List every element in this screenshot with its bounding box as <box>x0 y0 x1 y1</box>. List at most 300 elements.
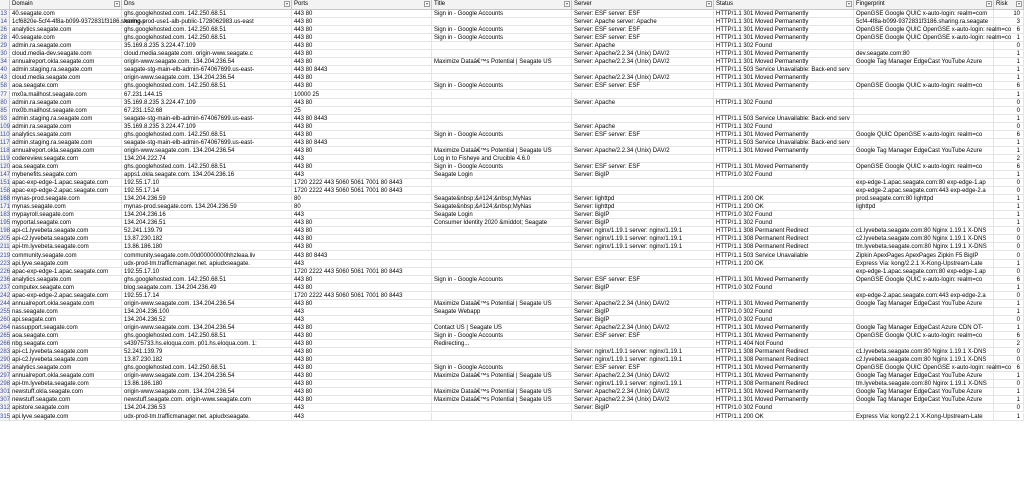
cell-status[interactable]: HTTP/1.1 301 Moved Permanently <box>714 18 854 26</box>
cell-fingerprint[interactable]: Google QUIC OpenGSE x-auto-login: realm=co <box>854 131 994 139</box>
cell-title[interactable]: Maximize Dataâ€™s Potential | Seagate US <box>432 58 572 66</box>
row-number[interactable]: 205 <box>0 236 11 243</box>
table-row[interactable] <box>0 74 1024 82</box>
cell-ports[interactable]: 443 80 <box>292 340 432 348</box>
cell-server[interactable]: Server: nginx/1.19.1 server: nginx/1.19.1 <box>572 227 714 235</box>
cell-status[interactable]: HTTP/1.1 301 Moved Permanently <box>714 388 854 396</box>
cell-dns[interactable]: ghs.googlehosted.com. 142.250.68.51 <box>122 34 292 42</box>
cell-server[interactable]: Server: ESF server: ESF <box>572 34 714 42</box>
row-number[interactable]: 110 <box>0 131 10 138</box>
cell-dns[interactable]: 192.55.17.10 <box>122 268 292 276</box>
cell-domain[interactable]: api.lyve.seagate.com <box>10 260 122 268</box>
column-header-domain[interactable] <box>10 0 122 9</box>
cell-status[interactable]: HTTP/1.1 503 Service Unavailable: Back-end serv <box>714 66 854 74</box>
cell-server[interactable] <box>572 155 714 163</box>
cell-domain[interactable]: newstuff.seagate.com <box>10 396 122 404</box>
cell-domain[interactable]: admin.staging.ra.seagate.com <box>10 115 122 123</box>
cell-domain[interactable]: apac-exp-edge-2.apac.seagate.com <box>10 187 122 195</box>
cell-risk[interactable]: 1 <box>994 171 1024 179</box>
cell-status[interactable]: HTTP/1.0 302 Found <box>714 171 854 179</box>
cell-fingerprint[interactable] <box>854 308 994 316</box>
cell-title[interactable]: Log in to Fisheye and Crucible 4.6.0 <box>432 155 572 163</box>
row-number[interactable]: 168 <box>0 196 11 203</box>
table-row[interactable] <box>0 99 1024 107</box>
cell-risk[interactable]: 0 <box>994 380 1024 388</box>
cell-dns[interactable]: origin-www.seagate.com. 134.204.236.54 <box>122 147 292 155</box>
cell-server[interactable] <box>572 179 714 187</box>
cell-fingerprint[interactable] <box>854 340 994 348</box>
cell-status[interactable]: HTTP/1.1 308 Permanent Redirect <box>714 348 854 356</box>
cell-fingerprint[interactable]: Google Tag Manager EdgeCast YouTube Azure <box>854 147 994 155</box>
cell-dns[interactable]: ghs.googlehosted.com. 142.250.68.51 <box>122 332 292 340</box>
cell-risk[interactable]: 1 <box>994 66 1024 74</box>
cell-ports[interactable]: 443 80 <box>292 364 432 372</box>
row-number[interactable]: 77 <box>0 91 10 99</box>
cell-status[interactable]: HTTP/1.0 302 Found <box>714 284 854 292</box>
cell-dns[interactable]: xmmg-prod-use1-alb-public-1728062983.us-east <box>122 18 292 26</box>
table-row[interactable] <box>0 107 1024 115</box>
cell-title[interactable]: Sign in - Google Accounts <box>432 364 572 372</box>
cell-server[interactable]: Server: nginx/1.19.1 server: nginx/1.19.1 <box>572 235 714 243</box>
cell-domain[interactable]: annualreport.okla.seagate.com <box>10 300 122 308</box>
cell-status[interactable]: HTTP/1.0 302 Found <box>714 404 854 412</box>
cell-dns[interactable]: newstuff.seagate.com. origin-www.seagate.com <box>122 396 292 404</box>
cell-fingerprint[interactable]: OpenGSE Google QUIC OpenGSE x-auto-login: realm=co <box>856 35 1012 42</box>
row-number[interactable]: 242 <box>0 292 11 299</box>
cell-risk[interactable]: 6 <box>994 131 1024 139</box>
row-number[interactable]: 315 <box>0 413 11 420</box>
cell-risk[interactable]: 2 <box>994 155 1024 163</box>
row-number[interactable]: 117 <box>0 139 10 146</box>
cell-dns[interactable]: ghs.googlehosted.com. 142.250.68.51 <box>122 26 292 34</box>
cell-title[interactable] <box>432 179 572 187</box>
cell-server[interactable]: Server: nginx/1.19.1 server: nginx/1.19.1 <box>572 243 714 251</box>
cell-title[interactable] <box>432 348 572 356</box>
row-number[interactable]: 93 <box>0 115 10 123</box>
cell-domain[interactable]: aoa.seagate.com <box>10 163 122 171</box>
cell-status[interactable]: HTTP/1.1 301 Moved Permanently <box>714 163 854 171</box>
cell-risk[interactable]: 10 <box>994 10 1024 18</box>
row-number[interactable]: 171 <box>0 204 11 211</box>
row-number[interactable]: 58 <box>0 82 10 90</box>
row-number[interactable]: 13 <box>0 10 10 18</box>
cell-ports[interactable]: 443 80 <box>292 10 432 18</box>
cell-fingerprint[interactable]: OpenGSE Google QUIC OpenGSE x-auto-login: realm=co <box>856 365 1012 372</box>
row-number[interactable]: 109 <box>0 123 11 130</box>
cell-server[interactable]: Server: ESF server: ESF <box>572 26 714 34</box>
cell-server[interactable] <box>572 252 714 260</box>
cell-dns[interactable]: ghs.googlehosted.com. 142.250.68.51 <box>122 364 292 372</box>
cell-status[interactable]: HTTP/1.1 503 Service Unavailable: Back-end serv <box>714 115 854 123</box>
cell-domain[interactable]: api-c1.lyvebeta.seagate.com <box>10 227 122 235</box>
cell-ports[interactable]: 443 80 <box>292 284 432 292</box>
row-number[interactable]: 211 <box>0 244 10 251</box>
cell-ports[interactable]: 443 80 <box>292 26 432 34</box>
row-number[interactable]: 223 <box>0 260 11 267</box>
table-row[interactable] <box>0 364 1024 372</box>
cell-server[interactable] <box>572 139 714 147</box>
cell-title[interactable] <box>432 316 572 324</box>
table-row[interactable] <box>0 131 1024 139</box>
row-number[interactable]: 85 <box>0 107 10 115</box>
row-number[interactable]: 195 <box>0 220 11 227</box>
cell-server[interactable]: Server: ESF server: ESF <box>572 364 714 372</box>
cell-ports[interactable]: 443 80 <box>292 348 432 356</box>
cell-fingerprint[interactable]: OpenGSE Google QUIC x-auto-login: realm=co <box>854 332 994 340</box>
cell-server[interactable]: Server: Apache/2.2.34 (Unix) DAV/2 <box>572 147 714 155</box>
cell-title[interactable]: Seagate&nbsp;&#124;&nbsp;MyNas <box>432 203 572 211</box>
table-row[interactable] <box>0 300 1024 308</box>
cell-dns[interactable]: origin-www.seagate.com. 134.204.236.54 <box>122 58 292 66</box>
cell-dns[interactable]: 134.204.222.74 <box>122 155 292 163</box>
cell-ports[interactable]: 443 80 <box>292 219 432 227</box>
cell-risk[interactable]: 6 <box>994 26 1024 34</box>
cell-title[interactable]: Sign in - Google Accounts <box>432 34 572 42</box>
cell-domain[interactable]: nassupport.seagate.com <box>10 324 122 332</box>
row-number[interactable]: 260 <box>0 316 11 323</box>
cell-server[interactable]: Server: lighttpd <box>572 203 714 211</box>
table-row[interactable] <box>0 276 1024 284</box>
cell-domain[interactable]: 40.seagate.com <box>10 34 122 42</box>
cell-risk[interactable]: 1 <box>994 195 1024 203</box>
table-row[interactable] <box>0 324 1024 332</box>
cell-dns[interactable]: 67.231.152.68 <box>122 107 292 115</box>
cell-dns[interactable]: seagate-stg-main-elb-admin-674067699.us-east- <box>122 66 292 74</box>
cell-dns[interactable]: community.seagate.com.00d00000000hhzleaa.liv <box>122 252 292 260</box>
cell-fingerprint[interactable]: Google Tag Manager EdgeCast YouTube Azure <box>854 396 994 404</box>
cell-status[interactable]: HTTP/1.0 302 Found <box>714 211 854 219</box>
cell-risk[interactable]: 1 <box>994 115 1024 123</box>
cell-domain[interactable]: mybenefits.seagate.com <box>10 171 122 179</box>
column-header-dns[interactable] <box>122 0 292 9</box>
cell-risk[interactable]: 0 <box>994 356 1024 364</box>
table-row[interactable] <box>0 147 1024 155</box>
table-row[interactable] <box>0 340 1024 348</box>
cell-server[interactable]: Server: ESF server: ESF <box>572 276 714 284</box>
cell-title[interactable]: Maximize Dataâ€™s Potential | Seagate US <box>432 300 572 308</box>
row-number[interactable]: 119 <box>0 155 10 162</box>
cell-server[interactable]: Server: nginx/1.19.1 server: nginx/1.19.1 <box>572 348 714 356</box>
cell-dns[interactable]: origin-www.seagate.com. 134.204.236.54 <box>122 324 292 332</box>
cell-dns[interactable]: seagate-stg-main-elb-admin-674067699.us-east- <box>122 139 292 147</box>
cell-ports[interactable]: 443 80 <box>292 276 432 284</box>
cell-status[interactable]: HTTP/1.1 301 Moved Permanently <box>714 131 854 139</box>
cell-fingerprint[interactable]: OpenGSE Google QUIC x-auto-login: realm=co <box>854 163 994 171</box>
cell-risk[interactable]: 1 <box>994 388 1024 396</box>
row-number[interactable]: 28 <box>0 34 10 42</box>
cell-ports[interactable]: 443 80 <box>292 235 432 243</box>
cell-domain[interactable]: apac-exp-edge-1.apac.seagate.com <box>10 268 122 276</box>
cell-domain[interactable]: computex.seagate.com <box>10 284 122 292</box>
cell-dns[interactable]: 192.55.17.10 <box>122 179 292 187</box>
cell-ports[interactable]: 443 <box>292 260 432 268</box>
cell-ports[interactable]: 80 <box>292 203 432 211</box>
cell-risk[interactable]: 1 <box>994 147 1024 155</box>
cell-domain[interactable]: mypayroll.seagate.com <box>10 211 122 219</box>
cell-risk[interactable]: 1 <box>994 58 1024 66</box>
cell-status[interactable]: HTTP/1.1 308 Permanent Redirect <box>714 235 854 243</box>
cell-title[interactable] <box>432 42 572 50</box>
cell-domain[interactable]: 1cf6820e-5cf4-4f8a-b099-9372831f3186.sharing.s <box>12 19 146 26</box>
cell-ports[interactable]: 443 80 <box>292 388 432 396</box>
cell-dns[interactable]: 13.87.230.182 <box>122 235 292 243</box>
cell-status[interactable]: HTTP/1.1 301 Moved Permanently <box>714 74 854 82</box>
cell-status[interactable]: HTTP/1.1 301 Moved Permanently <box>714 10 854 18</box>
table-row[interactable] <box>0 332 1024 340</box>
cell-title[interactable] <box>432 187 572 195</box>
cell-status[interactable]: HTTP/1.1 301 Moved Permanently <box>714 324 854 332</box>
row-number[interactable]: 34 <box>0 58 10 66</box>
table-row[interactable] <box>0 91 1024 99</box>
cell-domain[interactable]: admin.ra.seagate.com <box>10 99 122 107</box>
cell-status[interactable]: HTTP/1.1 301 Moved Permanently <box>714 396 854 404</box>
cell-status[interactable]: HTTP/1.1 308 Permanent Redirect <box>714 243 854 251</box>
cell-domain[interactable]: analytics.seagate.com <box>10 131 122 139</box>
cell-ports[interactable]: 1720 2222 443 5060 5061 7001 80 8443 <box>292 187 432 195</box>
cell-fingerprint[interactable]: tm.lyvebeta.seagate.com:80 Nginx 1.19.1 X-DNS <box>854 243 994 251</box>
cell-status[interactable] <box>714 268 854 276</box>
corner-cell[interactable] <box>0 0 10 9</box>
cell-fingerprint[interactable]: c2.lyvebeta.seagate.com:80 Nginx 1.19.1 X-DNS <box>854 356 994 364</box>
cell-status[interactable]: HTTP/1.1 200 OK <box>714 413 854 421</box>
cell-risk[interactable]: 1 <box>994 34 1024 42</box>
column-header-status[interactable] <box>714 0 854 9</box>
cell-title[interactable]: Maximize Dataâ€™s Potential | Seagate US <box>432 147 572 155</box>
cell-risk[interactable]: 1 <box>994 260 1024 268</box>
table-row[interactable] <box>0 187 1024 195</box>
cell-risk[interactable]: 3 <box>994 18 1024 26</box>
cell-status[interactable] <box>714 179 854 187</box>
cell-status[interactable]: HTTP/1.0 302 Found <box>714 308 854 316</box>
cell-risk[interactable]: 1 <box>994 324 1024 332</box>
cell-domain[interactable]: annualreport.okla.seagate.com <box>10 147 122 155</box>
table-row[interactable] <box>0 195 1024 203</box>
cell-server[interactable]: Server: Apache <box>572 99 714 107</box>
row-number[interactable]: 198 <box>0 228 11 235</box>
cell-risk[interactable]: 6 <box>994 332 1024 340</box>
cell-fingerprint[interactable]: exp-edge-1.apac.seagate.com:80 exp-edge-1.ap <box>854 268 994 276</box>
cell-dns[interactable]: udx-prod-tm.trafficmanager.net. apiudxseagate. <box>122 413 292 421</box>
cell-fingerprint[interactable] <box>854 91 994 99</box>
cell-ports[interactable]: 10000 25 <box>292 91 432 99</box>
cell-server[interactable]: Server: Apache/2.2.34 (Unix) DAV/2 <box>572 372 714 380</box>
cell-fingerprint[interactable]: tm.lyvebeta.seagate.com:80 Nginx 1.19.1 X-DNS <box>854 380 994 388</box>
cell-risk[interactable]: 0 <box>994 243 1024 251</box>
cell-risk[interactable]: 1 <box>994 219 1024 227</box>
cell-dns[interactable]: 134.204.236.16 <box>122 211 292 219</box>
cell-server[interactable] <box>572 340 714 348</box>
cell-ports[interactable]: 443 80 8443 <box>292 139 432 147</box>
cell-server[interactable]: Server: Apache/2.2.34 (Unix) DAV/2 <box>572 74 714 82</box>
cell-title[interactable]: Sign in - Google Accounts <box>432 26 572 34</box>
cell-domain[interactable]: analytics.seagate.com <box>10 364 122 372</box>
row-number[interactable]: 118 <box>0 147 10 154</box>
cell-ports[interactable]: 443 80 <box>292 372 432 380</box>
cell-fingerprint[interactable] <box>854 99 994 107</box>
table-row[interactable] <box>0 260 1024 268</box>
cell-risk[interactable]: 0 <box>994 99 1024 107</box>
cell-status[interactable]: HTTP/1.1 301 Moved Permanently <box>714 58 854 66</box>
cell-dns[interactable]: ghs.googlehosted.com. 142.250.68.51 <box>122 10 292 18</box>
row-number[interactable]: 219 <box>0 252 11 259</box>
cell-dns[interactable]: ghs.googlehosted.com. 142.250.68.51 <box>122 276 292 284</box>
cell-server[interactable]: Server: BigIP <box>572 219 714 227</box>
cell-server[interactable]: Server: ESF server: ESF <box>572 163 714 171</box>
cell-domain[interactable]: mx0b.mailhost.seagate.com <box>10 107 122 115</box>
cell-status[interactable] <box>714 91 854 99</box>
row-number[interactable]: 255 <box>0 308 11 315</box>
cell-fingerprint[interactable] <box>854 66 994 74</box>
cell-risk[interactable]: 1 <box>994 139 1024 147</box>
cell-status[interactable] <box>714 155 854 163</box>
cell-ports[interactable]: 443 80 <box>292 50 432 58</box>
cell-ports[interactable]: 443 80 <box>292 163 432 171</box>
table-row[interactable] <box>0 155 1024 163</box>
table-row[interactable] <box>0 26 1024 34</box>
cell-fingerprint[interactable]: Google Tag Manager EdgeCast YouTube Azure <box>854 300 994 308</box>
cell-status[interactable] <box>714 107 854 115</box>
filter-dropdown-icon[interactable] <box>284 1 290 7</box>
cell-risk[interactable]: 1 <box>994 74 1024 82</box>
cell-ports[interactable]: 443 80 <box>292 58 432 66</box>
cell-server[interactable]: Server: ESF server: ESF <box>572 10 714 18</box>
cell-fingerprint[interactable] <box>854 219 994 227</box>
cell-fingerprint[interactable]: Google Tag Manager EdgeCast YouTube Azure <box>854 388 994 396</box>
cell-ports[interactable]: 443 80 <box>292 18 432 26</box>
cell-fingerprint[interactable] <box>854 155 994 163</box>
cell-ports[interactable]: 443 <box>292 171 432 179</box>
cell-status[interactable]: HTTP/1.1 308 Permanent Redirect <box>714 380 854 388</box>
cell-domain[interactable]: codereview.seagate.com <box>10 155 122 163</box>
cell-status[interactable]: HTTP/1.1 302 Found <box>714 123 854 131</box>
cell-server[interactable]: Server: ESF server: ESF <box>572 332 714 340</box>
cell-server[interactable]: Server: ESF server: ESF <box>572 82 714 90</box>
cell-title[interactable]: Contact US | Seagate US <box>432 324 572 332</box>
cell-fingerprint[interactable] <box>854 107 994 115</box>
cell-server[interactable]: Server: Apache/2.2.34 (Unix) DAV/2 <box>572 388 714 396</box>
cell-title[interactable] <box>432 252 572 260</box>
table-row[interactable] <box>0 123 1024 131</box>
cell-domain[interactable]: mx0a.mailhost.seagate.com <box>10 91 122 99</box>
cell-status[interactable]: HTTP/1.1 301 Moved Permanently <box>714 300 854 308</box>
cell-server[interactable] <box>572 107 714 115</box>
cell-domain[interactable]: newstuff.okla.seagate.com <box>10 388 122 396</box>
cell-ports[interactable]: 443 80 <box>292 99 432 107</box>
cell-fingerprint[interactable]: Zipkin ApexPages ApexPages Zipkin F5 BigIP <box>854 252 994 260</box>
cell-server[interactable] <box>572 260 714 268</box>
cell-title[interactable]: Maximize Dataâ€™s Potential | Seagate US <box>432 388 572 396</box>
cell-server[interactable] <box>572 413 714 421</box>
cell-risk[interactable]: 0 <box>994 187 1024 195</box>
cell-domain[interactable]: analytics.seagate.com <box>10 276 122 284</box>
cell-status[interactable]: HTTP/1.1 301 Moved Permanently <box>714 26 854 34</box>
cell-domain[interactable]: admin.ra.seagate.com <box>10 42 122 50</box>
cell-title[interactable] <box>432 50 572 58</box>
cell-ports[interactable]: 443 80 <box>292 380 432 388</box>
table-row[interactable] <box>0 356 1024 364</box>
cell-ports[interactable]: 443 80 <box>292 300 432 308</box>
cell-domain[interactable]: api-c2.lyvebeta.seagate.com <box>10 235 122 243</box>
cell-status[interactable]: HTTP/1.1 301 Moved Permanently <box>714 147 854 155</box>
cell-title[interactable] <box>432 123 572 131</box>
cell-fingerprint[interactable] <box>854 115 994 123</box>
cell-ports[interactable]: 443 80 <box>292 123 432 131</box>
cell-fingerprint[interactable]: exp-edge-2.apac.seagate.com:443 exp-edge-2.a <box>854 187 994 195</box>
cell-title[interactable] <box>432 227 572 235</box>
cell-domain[interactable]: api.seagate.com <box>10 316 122 324</box>
cell-server[interactable]: Server: BigIP <box>572 284 714 292</box>
cell-title[interactable] <box>432 18 572 26</box>
table-row[interactable] <box>0 10 1024 18</box>
cell-dns[interactable]: origin-www.seagate.com. 134.204.236.54 <box>122 372 292 380</box>
row-number[interactable]: 237 <box>0 284 11 291</box>
cell-ports[interactable]: 443 <box>292 404 432 412</box>
cell-server[interactable]: Server: Apache/2.2.34 (Unix) DAV/2 <box>572 50 714 58</box>
cell-server[interactable] <box>572 91 714 99</box>
cell-fingerprint[interactable]: OpenGSE Google QUIC x-auto-login: realm=co <box>854 276 994 284</box>
cell-status[interactable]: HTTP/1.1 503 Service Unavailable: Back-end serv <box>714 139 854 147</box>
cell-server[interactable]: Server: nginx/1.19.1 server: nginx/1.19.1 <box>572 356 714 364</box>
cell-dns[interactable]: udx-prod-tm.trafficmanager.net. apiudxseagate. <box>122 260 292 268</box>
row-number[interactable]: 301 <box>0 389 11 396</box>
cell-title[interactable] <box>432 91 572 99</box>
row-number[interactable]: 158 <box>0 188 11 195</box>
table-row[interactable] <box>0 380 1024 388</box>
cell-domain[interactable]: apac-exp-edge-1.apac.seagate.com <box>10 179 122 187</box>
row-number[interactable]: 183 <box>0 212 11 219</box>
cell-fingerprint[interactable] <box>854 171 994 179</box>
cell-ports[interactable]: 443 80 <box>292 227 432 235</box>
cell-title[interactable]: Sign in - Google Accounts <box>432 10 572 18</box>
cell-server[interactable]: Server: lighttpd <box>572 195 714 203</box>
filter-dropdown-icon[interactable] <box>846 1 852 7</box>
cell-dns[interactable]: origin-www.seagate.com. 134.204.236.54 <box>122 74 292 82</box>
cell-dns[interactable]: 13.87.230.182 <box>122 356 292 364</box>
row-number[interactable]: 312 <box>0 405 11 412</box>
cell-domain[interactable]: api-c2.lyvebeta.seagate.com <box>10 356 122 364</box>
row-number[interactable]: 264 <box>0 324 11 331</box>
cell-ports[interactable]: 443 80 <box>292 131 432 139</box>
cell-status[interactable]: HTTP/1.1 302 Found <box>714 42 854 50</box>
table-row[interactable] <box>0 284 1024 292</box>
table-row[interactable] <box>0 388 1024 396</box>
table-row[interactable] <box>0 58 1024 66</box>
row-number[interactable]: 283 <box>0 349 11 356</box>
cell-title[interactable] <box>432 235 572 243</box>
cell-status[interactable]: HTTP/1.1 301 Moved Permanently <box>714 34 854 42</box>
cell-server[interactable]: Server: BigIP <box>572 308 714 316</box>
cell-dns[interactable]: origin-www.seagate.com. 134.204.236.54 <box>122 388 292 396</box>
cell-status[interactable]: HTTP/1.1 302 Found <box>714 219 854 227</box>
cell-risk[interactable]: 0 <box>994 268 1024 276</box>
row-number[interactable]: 307 <box>0 397 11 404</box>
cell-title[interactable] <box>432 268 572 276</box>
cell-title[interactable] <box>432 99 572 107</box>
table-row[interactable] <box>0 50 1024 58</box>
cell-ports[interactable]: 443 <box>292 316 432 324</box>
row-number[interactable]: 151 <box>0 180 11 187</box>
cell-dns[interactable]: 134.204.236.53 <box>122 404 292 412</box>
table-row[interactable] <box>0 235 1024 243</box>
cell-fingerprint[interactable] <box>854 123 994 131</box>
cell-status[interactable]: HTTP/1.1 301 Moved Permanently <box>714 82 854 90</box>
cell-ports[interactable]: 443 80 <box>292 74 432 82</box>
filter-dropdown-icon[interactable] <box>986 1 992 7</box>
row-number[interactable]: 290 <box>0 357 11 364</box>
column-header-title[interactable] <box>432 0 572 9</box>
row-number[interactable]: 297 <box>0 373 11 380</box>
cell-dns[interactable]: apps1.okla.seagate.com. 134.204.236.16 <box>122 171 292 179</box>
